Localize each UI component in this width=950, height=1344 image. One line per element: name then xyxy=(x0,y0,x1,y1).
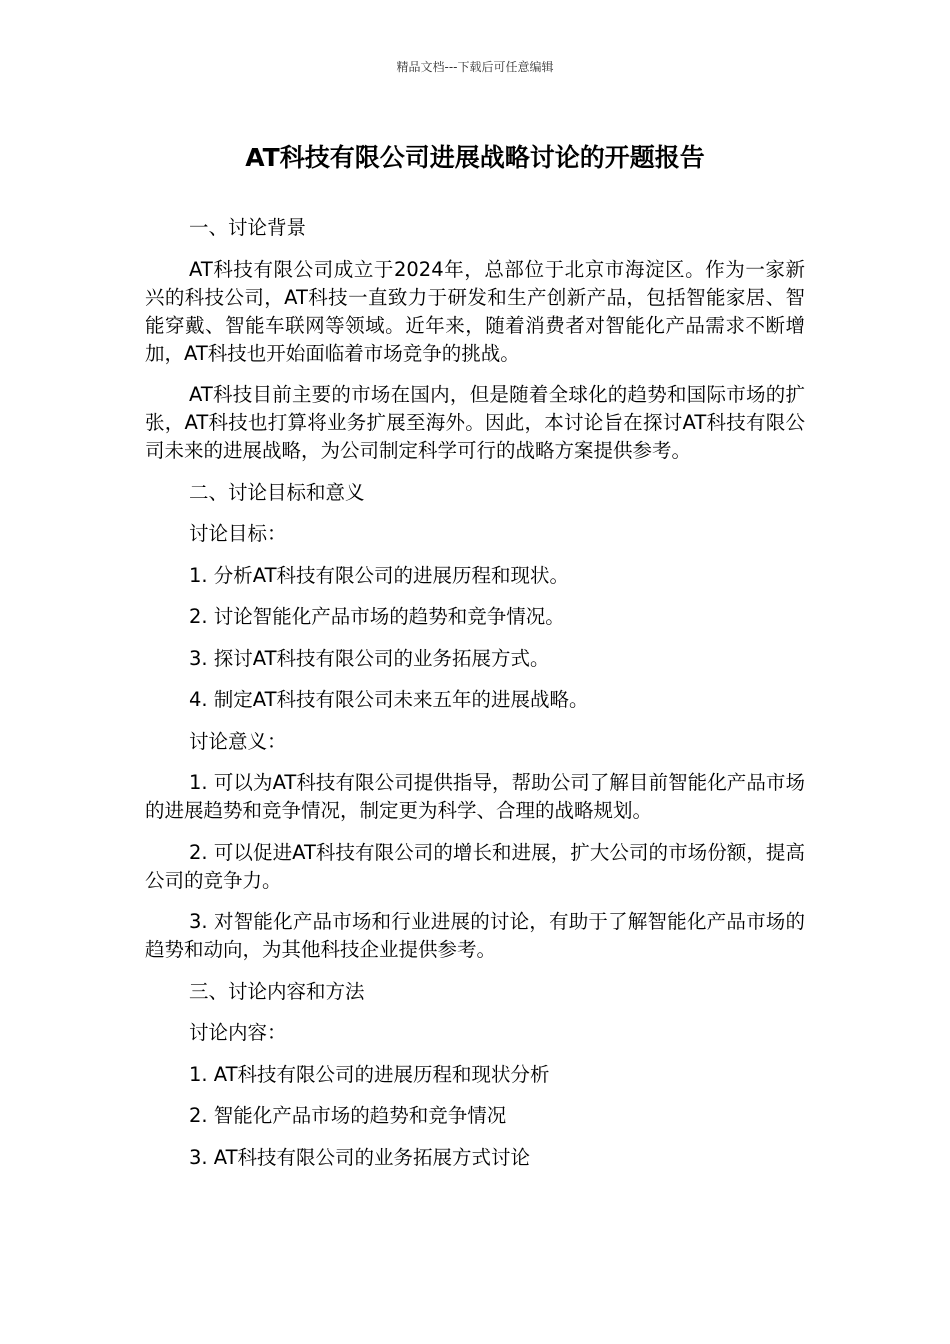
subheading-goals: 讨论目标： xyxy=(189,522,287,545)
subheading-content: 讨论内容： xyxy=(189,1021,287,1044)
list-item-goal-3: 3. 探讨AT科技有限公司的业务拓展方式。 xyxy=(189,646,550,670)
list-item-significance-2: 2. 可以促进AT科技有限公司的增长和进展，扩大公司的市场份额，提高公司的竞争力。 xyxy=(145,840,805,892)
list-item-content-2: 2. 智能化产品市场的趋势和竞争情况 xyxy=(189,1104,507,1127)
page-header: 精品文档---下载后可任意编辑 xyxy=(396,60,554,74)
list-item-content-1: 1. AT科技有限公司的进展历程和现状分析 xyxy=(189,1062,550,1086)
section-heading-background: 一、讨论背景 xyxy=(189,216,307,239)
document-body xyxy=(145,214,805,1185)
paragraph-company-intro: AT科技有限公司成立于2024年，总部位于北京市海淀区。作为一家新兴的科技公司，AT科技一直致力于研发和生产创新产品，包括智能家居、智能穿戴、智能车联网等领域。近年来，随着消费者对智能化产品需求不断增加，AT科技也开始面临着市场竞争的挑战。 xyxy=(145,257,805,365)
list-item-goal-4: 4. 制定AT科技有限公司未来五年的进展战略。 xyxy=(189,688,589,711)
section-heading-content-methods: 三、讨论内容和方法 xyxy=(189,979,365,1003)
paragraph-market-expansion: AT科技目前主要的市场在国内，但是随着全球化的趋势和国际市场的扩张，AT科技也打算将业务扩展至海外。因此，本讨论旨在探讨AT科技有限公司未来的进展战略，为公司制定科学可行的战略方案提供参考。 xyxy=(145,383,805,462)
list-item-significance-1: 1. 可以为AT科技有限公司提供指导，帮助公司了解目前智能化产品市场的进展趋势和竞争情况，制定更为科学、合理的战略规划。 xyxy=(145,771,805,822)
document-title: AT科技有限公司进展战略讨论的开题报告 xyxy=(245,143,705,172)
list-item-content-3: 3. AT科技有限公司的业务拓展方式讨论 xyxy=(189,1145,531,1169)
list-item-significance-3: 3. 对智能化产品市场和行业进展的讨论，有助于了解智能化产品市场的趋势和动向，为其他科技企业提供参考。 xyxy=(145,910,805,961)
subheading-significance: 讨论意义： xyxy=(189,729,287,753)
list-item-goal-1: 1. 分析AT科技有限公司的进展历程和现状。 xyxy=(189,563,570,587)
list-item-goal-2: 2. 讨论智能化产品市场的趋势和竞争情况。 xyxy=(189,605,565,628)
section-heading-goals: 二、讨论目标和意义 xyxy=(189,480,365,504)
